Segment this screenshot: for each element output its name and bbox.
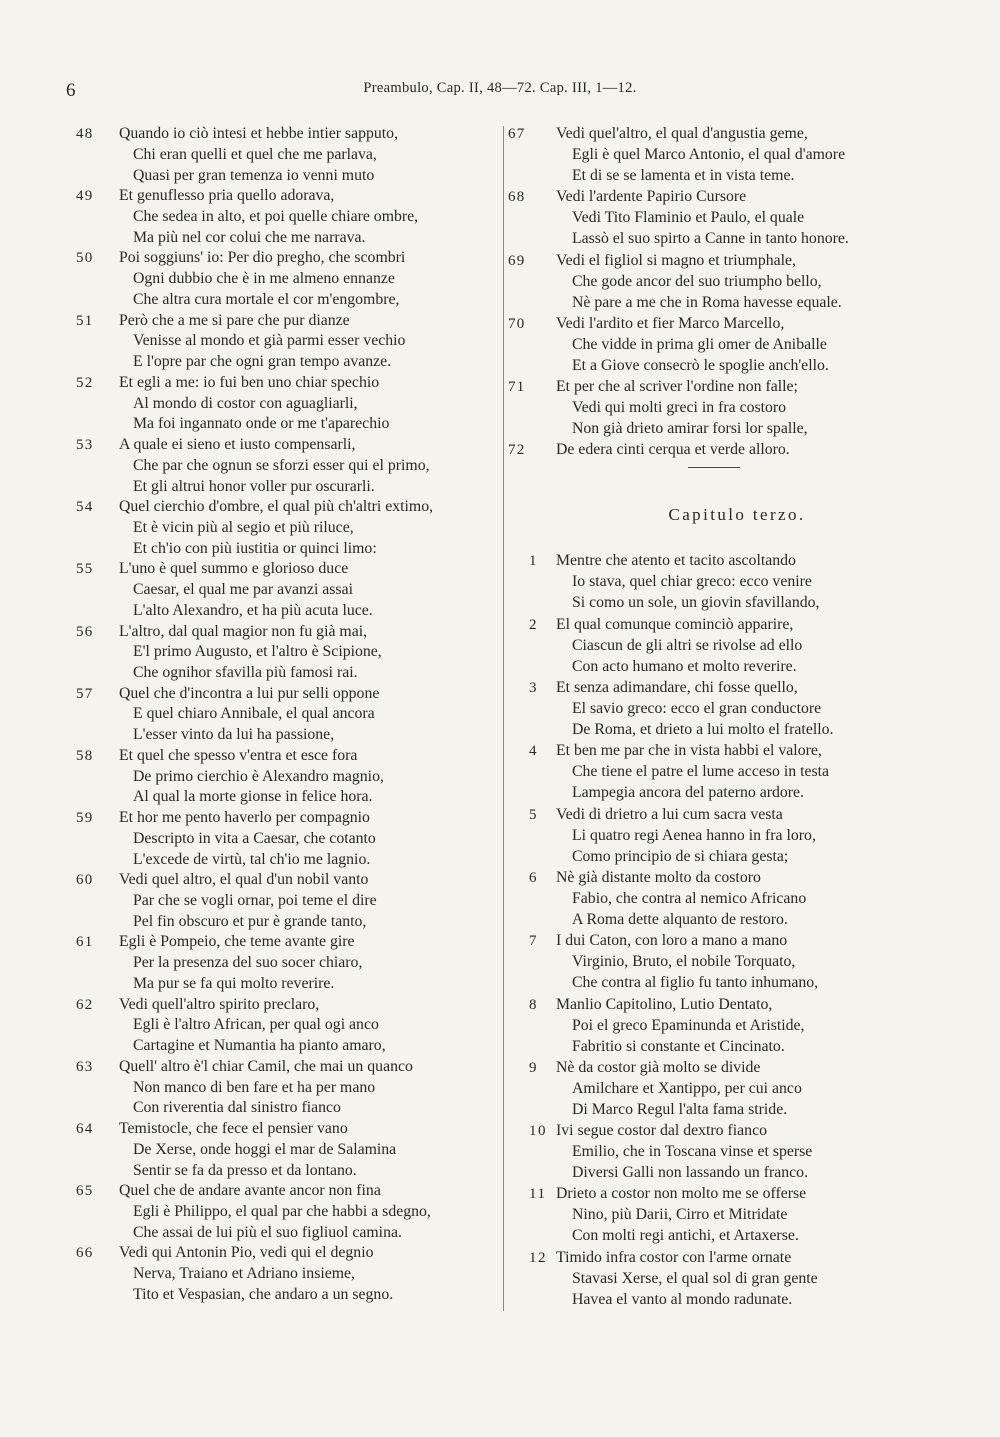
verse-line: Quel che de andare avante ancor non fina [119,1182,381,1200]
verse-line: Vedi qui Antonin Pio, vedi qui el degnio [119,1244,374,1262]
verse-line: Virginio, Bruto, el nobile Torquato, [572,953,796,971]
stanza [508,1058,934,1121]
verse-line: Nè da costor già molto se divide [556,1058,761,1076]
verse-line: Venisse al mondo et già parmi esser vechio [133,332,406,350]
verse-line: Quell' altro è'l chiar Camil, che mai un quanco [119,1057,413,1075]
verse-line: De Roma, et drieto a lui molto el fratello. [572,721,834,739]
verse-number: 8 [529,996,538,1013]
verse-line: Vedi el figliol si magno et triumphale, [556,251,796,269]
verse-number: 57 [76,685,94,702]
verse-line: L'alto Alexandro, et ha più acuta luce. [133,601,373,619]
stanza [508,615,934,678]
verse-line: Ma più nel cor colui che me narrava. [133,228,366,246]
verse-line: Amilchare et Xantippo, per cui anco [572,1079,802,1097]
stanza [76,373,496,435]
verse-line: Nè pare a me che in Roma havesse equale. [572,293,842,311]
verse-line: Al qual la morte gionse in felice hora. [133,788,373,806]
verse-line: Con riverentia dal sinistro fianco [133,1099,341,1117]
verse-line: Caesar, el qual me par avanzi assai [133,581,353,599]
verse-line: Et ch'io con più iustitia or quinci limo: [133,539,377,557]
stanza [508,187,934,250]
verse-line: Che ognihor sfavilla più famosi rai. [133,664,358,682]
verse-line: El qual comunque cominciò apparire, [556,615,794,633]
verse-line: Drieto a costor non molto me se offerse [556,1185,807,1203]
verse-line: E quel chiaro Annibale, el qual ancora [133,705,375,723]
verse-line: De primo cierchio è Alexandro magnio, [133,767,384,785]
stanza [76,746,496,808]
stanza [76,684,496,746]
verse-number: 4 [529,743,538,760]
verse-line: Quando io ciò intesi et hebbe intier sapputo, [119,125,399,142]
verse-line: Che gode ancor del suo triumpho bello, [572,272,822,290]
verse-line: Che assai de lui più el suo figliuol camina. [133,1223,402,1241]
verse-number: 53 [76,436,94,453]
verse-line: Che sedea in alto, et poi quelle chiare ombre, [133,207,419,225]
verse-number: 60 [76,872,94,889]
verse-line: Par che se vogli ornar, poi teme el dire [133,892,377,910]
verse-number: 6 [529,869,538,886]
verse-line: Como principio de si chiara gesta; [572,847,789,865]
verse-line: De Xerse, onde hoggi el mar de Salamina [133,1140,397,1158]
stanza [76,1243,496,1305]
verse-line: Vedi quel altro, el qual d'un nobil vanto [119,871,369,889]
stanza [508,741,934,804]
verse-line: Vedi quell'altro spirito preclaro, [119,995,320,1013]
verse-line: A Roma dette alquanto de restoro. [572,910,788,928]
verse-line: A quale ei sieno et iusto compensarli, [119,435,356,453]
stanza [76,124,496,186]
verse-line: Con molti regi antichi, et Artaxerse. [572,1227,799,1245]
verse-line: Lassò el suo spirto a Canne in tanto honore. [572,230,849,248]
verse-line: Ogni dubbio che è in me almeno ennanze [133,270,395,288]
verse-line: E l'opre par che ogni gran tempo avanze. [133,353,392,371]
verse-line: Si como un sole, un giovin sfavillando, [572,594,820,612]
verse-line: Poi soggiuns' io: Per dio pregho, che scombri [119,249,406,267]
verse-line: Cartagine et Numantia ha pianto amaro, [133,1037,386,1055]
verse-number: 54 [76,499,94,516]
verse-number: 7 [529,933,538,950]
verse-number: 66 [76,1245,94,1262]
verse-line: De edera cinti cerqua et verde alloro. [556,441,790,459]
verse-number: 48 [76,126,94,142]
verse-line: Fabio, che contra al nemico Africano [572,889,807,907]
stanza [508,440,934,464]
verse-line: Vedi l'ardente Papirio Cursore [556,188,747,206]
verse-number: 62 [76,996,94,1013]
verse-number: 1 [529,553,538,570]
verse-line: Quasi per gran temenza io venni muto [133,166,375,184]
verse-line: Et quel che spesso v'entra et esce fora [119,746,358,764]
stanza [508,931,934,994]
verse-number: 72 [508,442,526,459]
verse-line: Egli è Pompeio, che teme avante gire [119,933,355,951]
verse-number: 64 [76,1121,94,1137]
verse-line: Nino, più Darii, Cirro et Mitridate [572,1206,788,1224]
stanza [76,497,496,559]
verse-line: Ciascun de gli altri se rivolse ad ello [572,636,803,654]
verse-line: Lampegia ancora del paterno ardore. [572,784,805,802]
stanza [76,622,496,684]
verse-number: 55 [76,561,94,578]
verse-line: Et di se se lamenta et in vista teme. [572,167,795,184]
stanza [76,248,496,310]
verse-line: Ivi segue costor dal dextro fianco [556,1122,767,1140]
verse-line: L'esser vinto da lui ha passione, [133,726,335,744]
verse-line: Diversi Galli non lassando un franco. [572,1164,809,1182]
verse-number: 65 [76,1183,94,1200]
verse-number: 10 [529,1123,547,1140]
verse-number: 58 [76,747,94,764]
verse-line: Sentir se fa da presso et da lontano. [133,1161,357,1179]
stanza [508,314,934,377]
verse-line: Et genuflesso pria quello adorava, [119,187,335,205]
left-column [76,124,496,1306]
verse-line: Poi el greco Epaminunda et Aristide, [572,1016,805,1034]
verse-line: Vedi Tito Flaminio et Paulo, el quale [572,209,805,227]
verse-line: L'altro, dal qual magior non fu già mai, [119,622,368,640]
verse-line: Ma pur se fa qui molto reverire. [133,975,335,993]
verse-line: L'excede de virtù, tal ch'io me lagnio. [133,850,371,868]
stanza [508,377,934,440]
verse-line: Al mondo di costor con aguagliarli, [133,394,358,412]
verse-line: Et ben me par che in vista habbi el valore, [556,742,822,760]
verse-line: Stavasi Xerse, el qual sol di gran gente [572,1269,818,1287]
stanza [76,932,496,994]
stanza [508,251,934,314]
stanza [508,1121,934,1184]
verse-number: 50 [76,250,94,267]
stanza [508,1248,934,1311]
verse-number: 51 [76,312,94,329]
running-head: Preambulo, Cap. II, 48—72. Cap. III, 1—12. [363,80,637,96]
verse-line: Che tiene el patre el lume acceso in testa [572,763,830,781]
verse-line: Che vidde in prima gli omer de Aniballe [572,335,827,353]
verse-line: Manlio Capitolino, Lutio Dentato, [556,995,773,1013]
verse-line: Quel cierchio d'ombre, el qual più ch'altri extimo, [119,498,434,516]
verse-line: Nè già distante molto da costoro [556,868,761,886]
verse-line: Quel che d'incontra a lui pur selli oppone [119,684,380,702]
right-column [508,124,934,1311]
verse-line: Per la presenza del suo socer chiaro, [133,954,363,972]
stanza [508,868,934,931]
verse-line: Descripto in vita a Caesar, che cotanto [133,829,376,847]
verse-line: Et gli altrui honor voller pur oscurarli. [133,477,375,495]
verse-line: Temistocle, che fece el pensier vano [119,1120,348,1137]
verse-number: 3 [529,680,538,697]
verse-number: 11 [529,1186,547,1203]
verse-line: Ma foi ingannato onde or me t'aparechio [133,415,390,433]
verse-line: Vedi quel'altro, el qual d'angustia geme, [556,125,808,142]
verse-line: Egli è Philippo, el qual par che habbi a sdegno, [133,1202,431,1220]
verse-number: 68 [508,189,526,206]
verse-line: Fabritio si constante et Cincinato. [572,1037,785,1055]
verse-line: Mentre che atento et tacito ascoltando [556,552,796,570]
page-number: 6 [66,80,76,101]
verse-line: Con acto humano et molto reverire. [572,657,797,675]
verse-number: 63 [76,1058,94,1075]
verse-number: 56 [76,623,94,640]
verse-line: Pel fin obscuro et pur è grande tanto, [133,912,367,930]
verse-number: 67 [508,126,526,142]
verse-line: Non manco di ben fare et ha per mano [133,1078,376,1096]
stanza [76,559,496,621]
stanza [76,1181,496,1243]
verse-line: Vedi di drietro a lui cum sacra vesta [556,805,783,823]
verse-line: Et senza adimandare, chi fosse quello, [556,679,798,697]
stanza [508,995,934,1058]
stanza [76,870,496,932]
verse-number: 5 [529,806,538,823]
stanza [508,805,934,868]
verse-number: 9 [529,1059,538,1076]
stanza [508,678,934,741]
verse-line: Di Marco Regul l'alta fama stride. [572,1100,788,1118]
verse-line: El savio greco: ecco el gran conductore [572,700,822,718]
stanza [76,1057,496,1119]
verse-line: Che par che ognun se sforzi esser qui el primo, [133,456,430,474]
stanza [508,1184,934,1247]
verse-line: Però che a me si pare che pur dianze [119,311,350,329]
verse-line: L'uno è quel summo e glorioso duce [119,560,349,578]
stanza [76,808,496,870]
verse-line: Et per che al scriver l'ordine non falle; [556,378,798,396]
verse-number: 12 [529,1249,547,1266]
section-divider [688,467,740,468]
verse-line: Vedi qui molti greci in fra costoro [572,399,787,417]
verse-line: Nerva, Traiano et Adriano insieme, [133,1265,355,1283]
verse-line: I dui Caton, con loro a mano a mano [556,932,788,950]
verse-line: Vedi l'ardito et fier Marco Marcello, [556,314,785,332]
verse-number: 61 [76,934,94,951]
verse-number: 59 [76,810,94,827]
stanza [76,311,496,373]
verse-number: 49 [76,188,94,205]
verse-number: 2 [529,616,538,633]
verse-line: Io stava, quel chiar greco: ecco venire [572,573,812,591]
verse-line: Et egli a me: io fui ben uno chiar spechio [119,373,380,391]
verse-line: Che altra cura mortale el cor m'engombre, [133,290,400,308]
verse-line: Timido infra costor con l'arme ornate [556,1248,792,1266]
verse-line: Et a Giove consecrò le spoglie anch'ello. [572,356,829,374]
verse-line: Egli è quel Marco Antonio, el qual d'amore [572,146,846,163]
verse-line: Non già drieto amirar forsi lor spalle, [572,420,808,438]
verse-number: 52 [76,374,94,391]
chapter-title: Capitulo terzo. [668,505,806,525]
verse-number: 70 [508,315,526,332]
verse-line: Et è vicin più al segio et più riluce, [133,518,354,536]
stanza [508,551,934,614]
stanza [76,995,496,1057]
verse-line: Chi eran quelli et quel che me parlava, [133,145,377,163]
verse-number: 69 [508,252,526,269]
verse-line: Et hor me pento haverlo per compagnio [119,809,370,827]
stanza [508,124,934,187]
verse-line: Tito et Vespasian, che andaro a un segno. [133,1285,394,1303]
verse-number: 71 [508,379,526,396]
verse-line: E'l primo Augusto, et l'altro è Scipione, [133,643,382,661]
stanza [76,1119,496,1181]
column-divider [503,126,504,1311]
verse-line: Emilio, che in Toscana vinse et sperse [572,1143,813,1161]
verse-line: Che contra al figlio fu tanto inhumano, [572,974,819,992]
verse-line: Li quatro regi Aenea hanno in fra loro, [572,826,816,844]
verse-line: Egli è l'altro African, per qual ogi anco [133,1016,379,1034]
stanza [76,186,496,248]
stanza [76,435,496,497]
verse-line: Havea el vanto al mondo radunate. [572,1290,793,1308]
